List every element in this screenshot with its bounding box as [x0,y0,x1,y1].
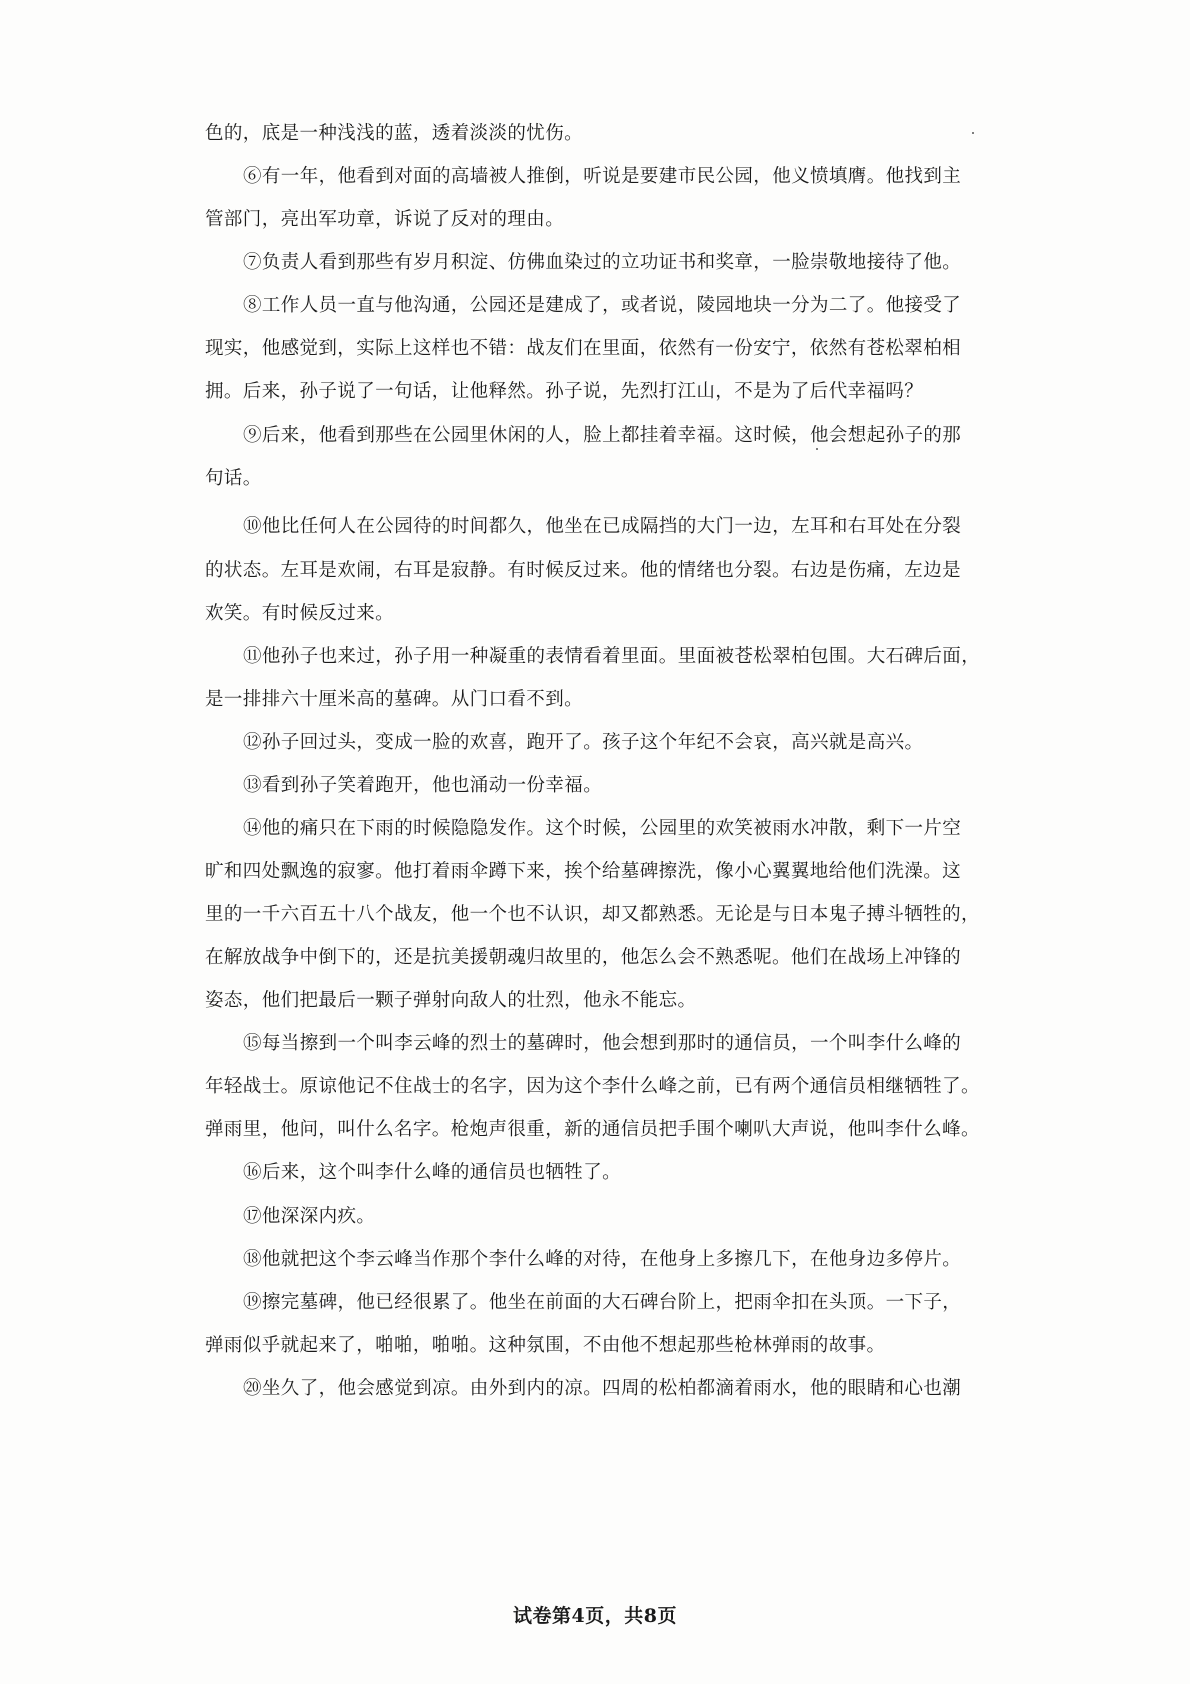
text-line: 弹雨里，他问，叫什么名字。枪炮声很重，新的通信员把手围个喇叭大声说，他叫李什么峰。 [205,1119,980,1140]
text-line: 色的，底是一种浅浅的蓝，透着淡淡的忧伤。 [205,123,584,144]
text-line: 管部门，亮出军功章，诉说了反对的理由。 [205,209,565,230]
text-line: ⑮每当擦到一个叫李云峰的烈士的墓碑时，他会想到那时的通信员，一个叫李什么峰的 [243,1033,962,1054]
text-line: 拥。后来，孙子说了一句话，让他释然。孙子说，先烈打江山，不是为了后代幸福吗？ [205,381,924,402]
page-footer: 试卷第4页，共8页 [513,1605,677,1627]
text-line: 姿态，他们把最后一颗子弹射向敌人的壮烈，他永不能忘。 [205,990,697,1011]
text-line: ⑳坐久了，他会感觉到凉。由外到内的凉。四周的松柏都滴着雨水，他的眼睛和心也潮 [243,1378,962,1399]
text-line: ⑥有一年，他看到对面的高墙被人推倒，听说是要建市民公园，他义愤填膺。他找到主 [243,166,962,187]
text-line: ⑭他的痛只在下雨的时候隐隐发作。这个时候，公园里的欢笑被雨水冲散，剩下一片空 [243,818,962,839]
text-line: ⑯后来，这个叫李什么峰的通信员也牺牲了。 [243,1162,622,1183]
text-line: 句话。 [205,468,262,489]
text-line: 弹雨似乎就起来了，啪啪，啪啪。这种氛围，不由他不想起那些枪林弹雨的故事。 [205,1335,886,1356]
text-line: 旷和四处飘逸的寂寥。他打着雨伞蹲下来，挨个给墓碑擦洗，像小心翼翼地给他们洗澡。这 [205,861,962,882]
text-line: 的状态。左耳是欢闹，右耳是寂静。有时候反过来。他的情绪也分裂。右边是伤痛，左边是 [205,560,962,581]
text-line: ⑧工作人员一直与他沟通，公园还是建成了，或者说，陵园地块一分为二了。他接受了 [243,295,962,316]
text-line: ⑰他深深内疚。 [243,1206,376,1227]
text-line: ⑦负责人看到那些有岁月积淀、仿佛血染过的立功证书和奖章，一脸崇敬地接待了他。 [243,252,962,273]
text-line: ⑪他孙子也来过，孙子用一种凝重的表情看着里面。里面被苍松翠柏包围。大石碑后面， [243,646,981,667]
text-line: 年轻战士。原谅他记不住战士的名字，因为这个李什么峰之前，已有两个通信员相继牺牲了。 [205,1076,980,1097]
text-line: ⑱他就把这个李云峰当作那个李什么峰的对待，在他身上多擦几下，在他身边多停片。 [243,1249,962,1270]
text-line: ⑬看到孙子笑着跑开，他也涌动一份幸福。 [243,775,603,796]
text-line: 是一排排六十厘米高的墓碑。从门口看不到。 [205,689,584,710]
text-line: ⑲擦完墓碑，他已经很累了。他坐在前面的大石碑台阶上，把雨伞扣在头顶。一下子， [243,1292,962,1313]
text-line: ⑫孙子回过头，变成一脸的欢喜，跑开了。孩子这个年纪不会哀，高兴就是高兴。 [243,732,924,753]
text-line: 欢笑。有时候反过来。 [205,603,395,624]
text-line: 在解放战争中倒下的，还是抗美援朝魂归故里的，他怎么会不熟悉呢。他们在战场上冲锋的 [205,947,962,968]
text-line: 里的一千六百五十八个战友，他一个也不认识，却又都熟悉。无论是与日本鬼子搏斗牺牲的， [205,904,980,925]
text-line: ⑩他比任何人在公园待的时间都久，他坐在已成隔挡的大门一边，左耳和右耳处在分裂 [243,516,962,537]
scan-speck [972,132,974,134]
text-line: 现实，他感觉到，实际上这样也不错：战友们在里面，依然有一份安宁，依然有苍松翠柏相 [205,338,962,359]
text-line: ⑨后来，他看到那些在公园里休闲的人，脸上都挂着幸福。这时候，他会想起孙子的那 [243,425,962,446]
scan-speck [816,448,818,450]
